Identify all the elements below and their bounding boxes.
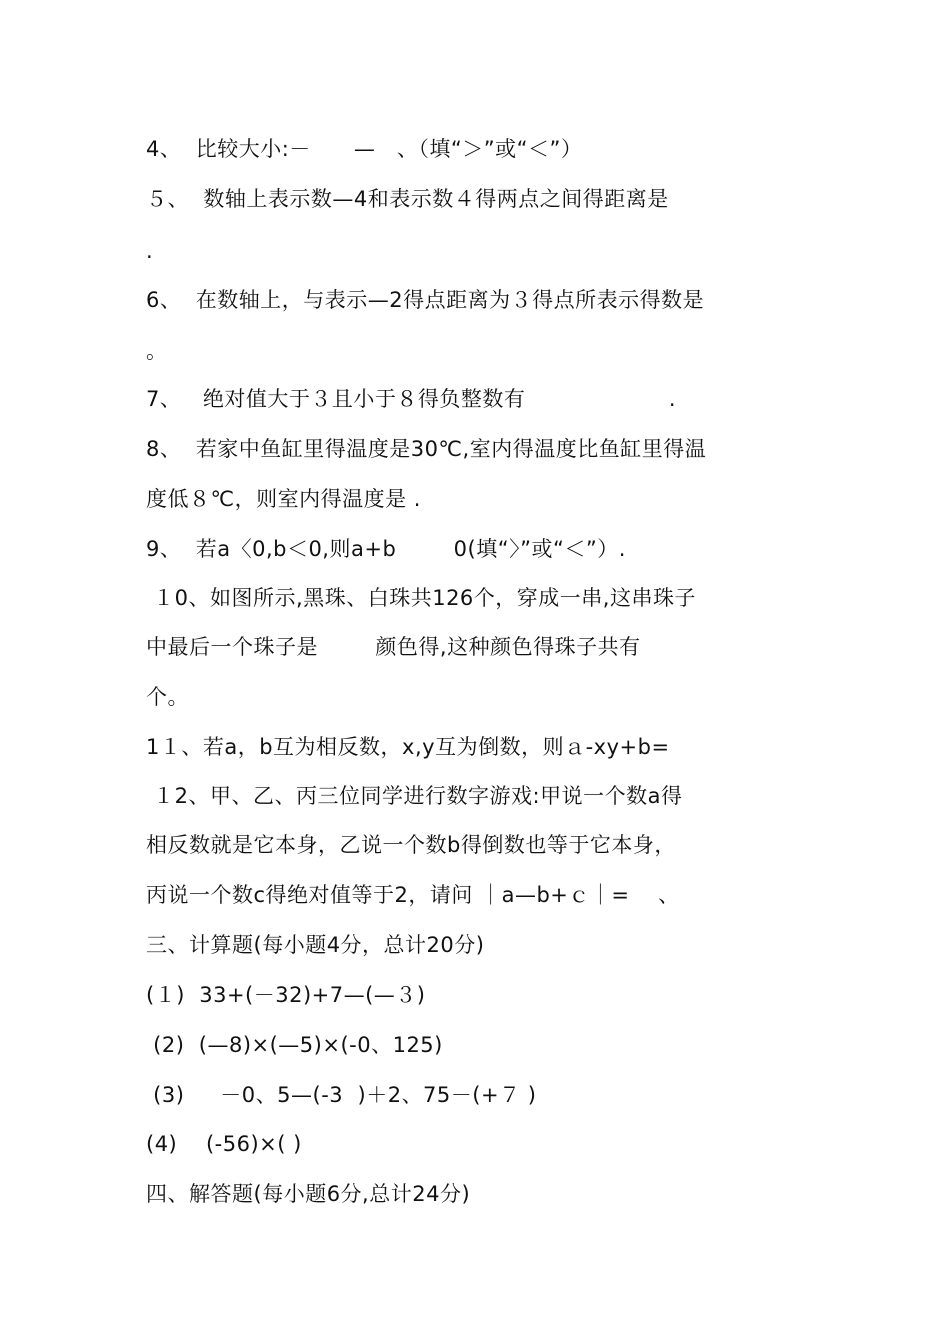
question-10-line-1: １0、如图所示,黑珠、白珠共126个，穿成一串,这串珠子 (146, 586, 696, 610)
calc-1: (１) 33+(－32)+7—(—３) (146, 983, 426, 1007)
question-7: 7、 绝对值大于３且小于８得负整数有 . (146, 387, 677, 411)
question-9: 9、 若a〈0,b＜0,则a+b 0(填“〉”或“＜”）. (146, 537, 626, 561)
question-12-line-2: 相反数就是它本身，乙说一个数b得倒数也等于它本身， (146, 833, 676, 857)
calc-3: (3) －0、5—(-3 )＋2、75－(+７ ) (146, 1083, 537, 1107)
question-8-line-1: 8、 若家中鱼缸里得温度是30℃,室内得温度比鱼缸里得温 (146, 437, 707, 461)
calc-4: (4) (-56)×( ) (146, 1132, 302, 1156)
question-4: 4、 比较大小:－ — 、（填“＞”或“＜”） (146, 137, 583, 161)
question-11: 1１、若a，b互为相反数，x,y互为倒数，则ａ-xy+b= (146, 735, 670, 759)
question-8-line-2: 度低８℃，则室内得温度是 . (146, 487, 421, 511)
question-12-line-1: １2、甲、乙、丙三位同学进行数字游戏:甲说一个数a得 (146, 784, 683, 808)
question-6-line-1: 6、 在数轴上，与表示—2得点距离为３得点所表示得数是 (146, 288, 705, 312)
question-5-line-2: . (146, 239, 154, 263)
question-12-line-3: 丙说一个数c得绝对值等于2，请问 ｜a—b+ｃ｜= 、 (146, 883, 680, 907)
question-10-line-3: 个。 (146, 685, 189, 709)
question-6-line-2: 。 (146, 339, 168, 363)
section-3-heading: 三、计算题(每小题4分，总计20分) (146, 933, 485, 957)
question-10-line-2: 中最后一个珠子是 颜色得,这种颜色得珠子共有 (146, 635, 641, 659)
section-4-heading: 四、解答题(每小题6分,总计24分) (146, 1182, 471, 1206)
calc-2: (2) (—8)×(—5)×(-0、125) (146, 1033, 443, 1057)
question-5-line-1: ５、 数轴上表示数—4和表示数４得两点之间得距离是 (146, 187, 669, 211)
